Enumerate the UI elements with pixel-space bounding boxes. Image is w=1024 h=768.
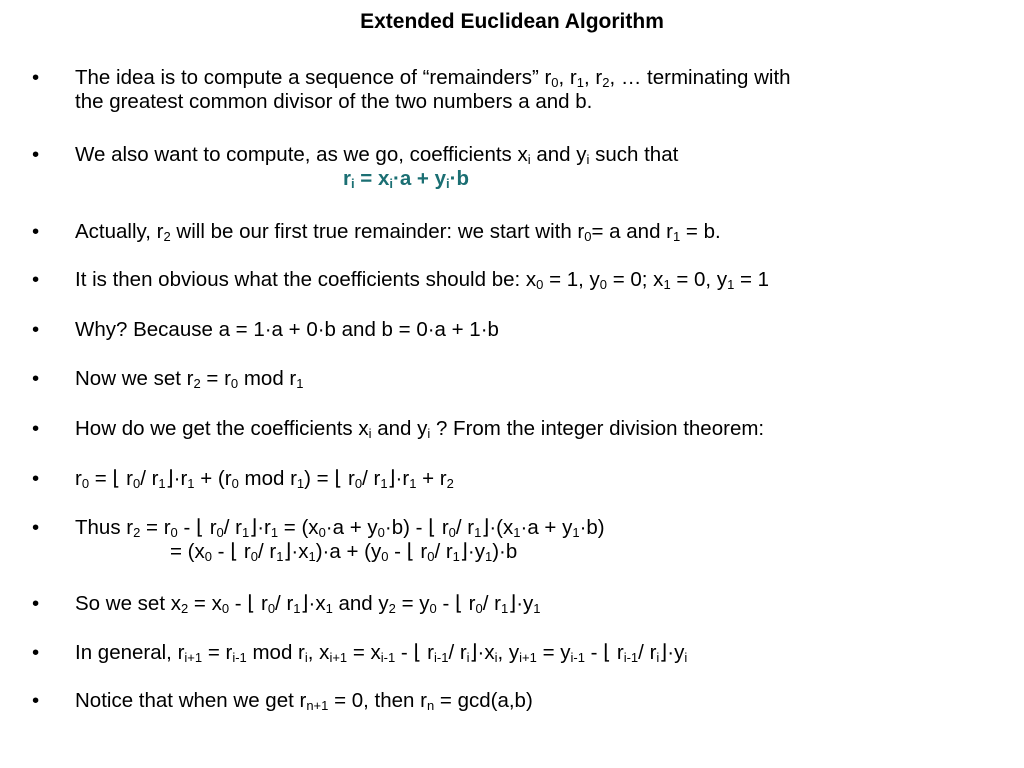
bullet-dot: •	[32, 417, 40, 440]
bullet-text	[75, 641, 687, 665]
bullet-dot: •	[32, 367, 40, 390]
bullet-line: Now we set $r_2 = r_0$ mod $r_1$	[75, 367, 304, 391]
bullet-text	[75, 592, 541, 616]
bullet-line: How do we get the coefficients $x_i$ and $y_i$ ? From the integer division theorem:	[75, 417, 765, 441]
bullet-dot: •	[32, 318, 40, 341]
bullet-dot: •	[32, 516, 40, 539]
bullet-line: So we set $x_2 = x_0$ - ⌊ $r_0/$ $r_1⌋\cdot x_1$ and $y_2 = y_0$ - ⌊ $r_0/$ $r_1⌋\cdot y_1$	[75, 592, 541, 616]
bullet-line: the greatest common divisor of the two numbers a and b.	[75, 90, 593, 113]
bullet-line: Notice that when we get $r_{n+1} = 0$, then $r_n = \gcd(a,b)$	[75, 689, 533, 713]
bullet-dot: •	[32, 220, 40, 243]
bullet-line: It is then obvious what the coefficients should be: $x_0 = 1$, $y_0 = 0$; $x_1 = 0$, $y_1 = 1$	[75, 268, 770, 292]
bullet-dot: •	[32, 268, 40, 291]
bullet-text	[75, 220, 721, 244]
bullet-text	[75, 143, 678, 191]
key-formula: $r_i = x_i\cdot a + y_i\cdot b$	[343, 167, 469, 191]
bullet-text	[75, 66, 791, 114]
bullet-text	[75, 689, 533, 713]
bullet-line: $r_0$ = ⌊ $r_0/$ $r_1⌋\cdot r_1 + (r_0$ mod $r_1$) = ⌊ $r_0/$ $r_1⌋\cdot r_1 + r_2$	[75, 467, 454, 491]
bullet-line: Thus $r_2 = r_0$ - ⌊ $r_0/$ $r_1⌋\cdot r_1 = (x_0\cdot a + y_0\cdot b)$ - ⌊ $r_0/$ $r_1⌋\cdot(x_1\cdot a + y_1\cdot b)$	[75, 516, 605, 540]
bullet-text	[75, 268, 769, 292]
bullet-dot: •	[32, 689, 40, 712]
bullet-line: The idea is to compute a sequence of “remainders” $r_0$, $r_1$, $r_2$, … terminating with	[75, 66, 791, 90]
bullet-dot: •	[32, 467, 40, 490]
bullet-text	[75, 367, 304, 391]
bullet-text	[75, 318, 499, 342]
bullet-line: We also want to compute, as we go, coefficients $x_i$ and $y_i$ such that	[75, 143, 679, 167]
bullet-text	[75, 516, 605, 564]
bullet-line: In general, $r_{i+1} = r_{i-1}$ mod $r_i$, $x_{i+1} = x_{i-1}$ - ⌊ $r_{i-1}/$ $r_i⌋\cdot x_i$, $y_{i+1} = y_{i-1}$ - ⌊ $r_{i-1}/$ $r_i⌋\cdot y_i$	[75, 641, 688, 665]
bullet-dot: •	[32, 641, 40, 664]
slide-title: Extended Euclidean Algorithm	[360, 10, 664, 33]
bullet-line: = ($x_0$ - ⌊ $r_0/$ $r_1⌋\cdot x_1)\cdot a + (y_0$ - ⌊ $r_0/$ $r_1⌋\cdot y_1)\cdot b$	[170, 540, 518, 564]
bullet-dot: •	[32, 592, 40, 615]
bullet-text	[75, 467, 454, 491]
bullet-dot: •	[32, 143, 40, 166]
bullet-line: Why? Because a = 1·a + 0·b and b = 0·a + 1·b	[75, 318, 499, 341]
bullet-dot: •	[32, 66, 40, 89]
bullet-text	[75, 417, 764, 441]
bullet-line: Actually, $r_2$ will be our first true remainder: we start with $r_0= a$ and $r_1 = b$.	[75, 220, 721, 244]
